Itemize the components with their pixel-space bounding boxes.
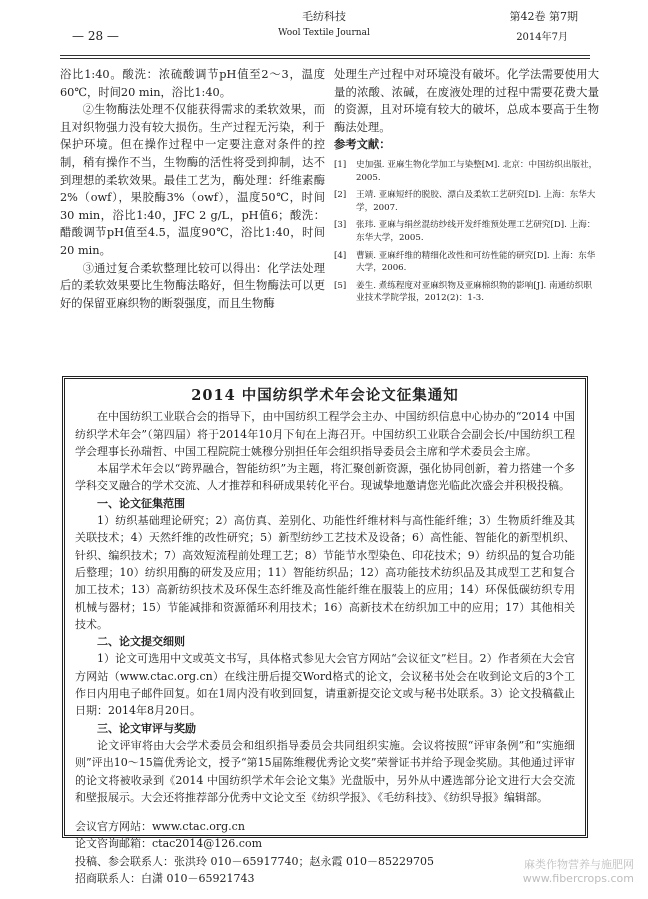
contact-list — [75, 818, 575, 887]
reference-text: 张玮. 亚麻与绢丝混纺纱线开发纤维预处理工艺研究[D]. 上海：东华大学，2005. — [356, 220, 596, 243]
notice-section-heading: 二、论文提交细则 — [97, 635, 185, 649]
reference-number: [2] — [334, 190, 347, 201]
reference-text: 史加强. 亚麻生物化学加工与染整[M]. 北京：中国纺织出版社，2005. — [356, 159, 598, 183]
reference-list — [334, 159, 599, 305]
notice-section-heading: 一、论文征集范围 — [97, 496, 185, 510]
watermark — [523, 858, 634, 886]
reference-text: 王靖. 亚麻短纤的脱胶、漂白及柔软工艺研究[D]. 上海：东华大学，2007. — [356, 190, 596, 213]
reference-number: [1] — [334, 159, 347, 170]
reference-item — [334, 159, 599, 184]
contact-email: 论文咨询邮箱：ctac2014@126.com — [75, 837, 262, 851]
reference-item — [334, 189, 599, 214]
notice-section-heading: 三、论文审评与奖励 — [97, 721, 196, 735]
contact-sponsorship: 招商联系人：白潇 010－65921743 — [75, 872, 255, 886]
issue-date: 2014年7月 — [516, 32, 568, 43]
contact-website: 会议官方网站：www.ctac.org.cn — [75, 820, 245, 834]
body-paragraph: ②生物酶法处理不仅能获得需求的柔软效果，而且对织物强力没有较大损伤。生产过程无污染，利于保护环境。但在操作过程中一定要注意对条件的控制，稍有操作不当，生物酶的活性将受到抑制，达不到理想的柔软效果。最佳工艺为，酶处理：纤维素酶2%（owf），果胶酶3%（owf），温度50℃，时间30 min，浴比1:40，JFC 2 g/L，pH值6；酸洗：醋酸调节pH值至4.5，温度90℃，浴比1:40，时间20 min。 — [60, 103, 325, 257]
body-paragraph: 浴比1:40。酸洗：浓硫酸调节pH值至2～3，温度60℃，时间20 min，浴比1:40。 — [60, 68, 325, 99]
reference-item — [334, 250, 599, 275]
reference-item — [334, 280, 599, 305]
body-paragraph: 处理生产过程中对环境没有破坏。化学法需要使用大量的浓酸、浓碱，在废液处理的过程中需要花费大量的资源，且对环境有较大的破坏，总成本要高于生物酶法处理。 — [334, 68, 599, 134]
left-column — [60, 66, 325, 312]
page-number: — 28 — — [72, 29, 119, 43]
header-rule-top — [60, 55, 590, 56]
reference-number: [5] — [334, 280, 347, 291]
reference-number: [4] — [334, 250, 347, 261]
watermark-url: www.fibercrops.com — [522, 872, 634, 885]
notice-paragraph: 本届学术年会以“跨界融合，智能纺织”为主题，将汇聚创新资源，强化协同创新，着力搭建一个多学科交叉融合的学术交流、人才推荐和科研成果转化平台。现诚挚地邀请您光临此次盛会并积极投稿。 — [75, 462, 575, 493]
reference-number: [3] — [334, 220, 347, 231]
notice-paragraph: 在中国纺织工业联合会的指导下，由中国纺织工程学会主办、中国纺织信息中心协办的“2014 中国纺织学术年会”（第四届）将于2014年10月下旬在上海召开。中国纺织工业联合会副会长/中国纺织工程学会理事长孙瑞哲、中国工程院院士姚穆分别担任年会组织指导委员会主席和学术委员会主席。 — [75, 410, 575, 458]
notice-title: 2014 中国纺织学术年会论文征集通知 — [191, 387, 459, 404]
reference-item — [334, 219, 599, 244]
notice-paragraph: 1）论文可选用中文或英文书写，具体格式参见大会官方网站“会议征文”栏目。2）作者须在大会官方网站（www.ctac.org.cn）在线注册后提交Word格式的论文，会议秘书处会在收到论文后的3个工作日内用电子邮件回复。如在1周内没有收到回复，请重新提交论文或与秘书处联系。3）论文投稿截止日期：2014年8月20日。 — [75, 652, 575, 718]
references-heading: 参考文献： — [334, 137, 391, 152]
reference-text: 曹颖. 亚麻纤维的精细化改性和可纺性能的研究[D]. 上海：东华大学，2006. — [356, 250, 596, 274]
watermark-site-name: 麻类作物营养与施肥网 — [524, 858, 634, 871]
journal-title-en: Wool Textile Journal — [278, 28, 370, 38]
reference-text: 姜生. 煮练程度对亚麻织物及亚麻棉织物的影响[J]. 南通纺织职业技术学院学报，2012(2)：1-3. — [356, 280, 592, 304]
body-paragraph: ③通过复合柔软整理比较可以得出：化学法处理后的柔软效果要比生物酶法略好，但生物酶法可以更好的保留亚麻织物的断裂强度，而且生物酶 — [60, 261, 325, 310]
issue-label: 第42卷 第7期 — [509, 10, 578, 23]
contact-submission: 投稿、参会联系人：张洪玲 010－65917740；赵永霞 010－85229705 — [75, 854, 434, 868]
right-column — [334, 66, 599, 305]
header-rule-bottom — [60, 58, 590, 59]
notice-paragraph: 1）纺织基础理论研究；2）高仿真、差别化、功能性纤维材料与高性能纤维；3）生物质纤维及其关联技术；4）天然纤维的改性研究；5）新型纺纱工艺技术及设备；6）高性能、智能化的新型机织、针织、编织技术；7）高效短流程前处理工艺；8）节能节水型染色、印花技术；9）纺织品的复合功能后整理；10）纺织用酶的研发及应用；11）智能纺织品；12）高功能技术纺织品及其成型工艺和复合加工技术；13）高新纺织技术及环保生态纤维及高性能纤维在服装上的应用；14）环保低碳纺织专用机械与器材；15）节能减排和资源循环利用技术；16）高新技术在纺织加工中的应用；17）其他相关技术。 — [75, 514, 575, 631]
journal-title-cn: 毛纺科技 — [302, 10, 346, 23]
notice-paragraph: 论文评审将由大会学术委员会和组织指导委员会共同组织实施。会议将按照“评审条例”和“实施细则”评出10～15篇优秀论文，授予“第15届陈维稷优秀论文奖”荣誉证书并给予现金奖励。其他通过评审的论文将被收录到《2014 中国纺织学术年会论文集》光盘版中，另外从中遴选部分论文进行大会交流和壁报展示。大会还将推荐部分优秀中文论文至《纺织学报》、《毛纺科技》、《纺织导报》编辑部。 — [75, 738, 575, 804]
